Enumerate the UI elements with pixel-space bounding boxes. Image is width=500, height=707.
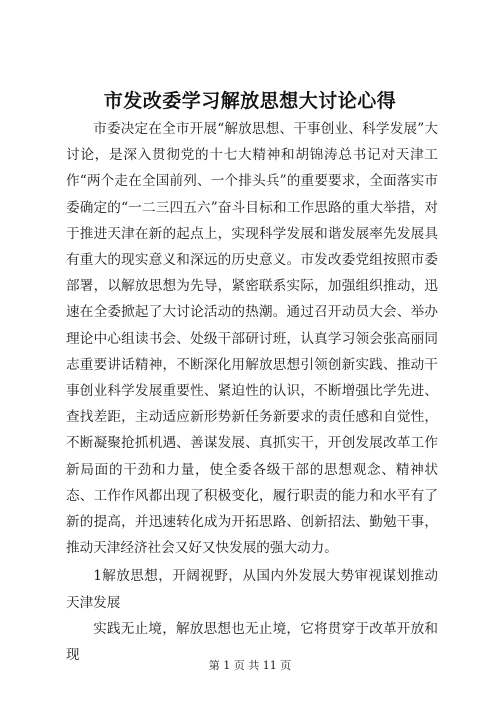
document-body [66, 116, 438, 668]
page-footer: 第 1 页 共 11 页 [208, 659, 292, 672]
paragraph-intro: 市委决定在全市开展“解放思想、干事创业、科学发展”大讨论，是深入贯彻党的十七大精神和胡锦涛总书记对天津工作“两个走在全国前列、一个排头兵”的重要要求，全面落实市委确定的“一二三四五六”奋斗目标和工作思路的重大举措，对于推进天津在新的起点上，实现科学发展和谐发展率先发展具有重大的现实意义和深远的历史意义。市发改委党组按照市委部署，以解放思想为先导，紧密联系实际，加强组织推动，迅速在全委掀起了大讨论活动的热潮。通过召开动员大会、举办理论中心组读书会、处级干部研讨班，认真学习领会张高丽同志重要讲话精神，不断深化用解放思想引领创新实践、推动干事创业科学发展重要性、紧迫性的认识，不断增强比学先进、查找差距，主动适应新形势新任务新要求的责任感和自觉性，不断凝聚抢抓机遇、善谋发展、真抓实干，开创发展改革工作新局面的干劲和力量，使全委各级干部的思想观念、精神状态、工作作风都出现了积极变化，履行职责的能力和水平有了新的提高，并迅速转化成为开拓思路、创新招法、勤勉干事，推动天津经济社会又好又快发展的强大动力。 [66, 121, 438, 557]
paragraph-continued: 实践无止境，解放思想也无止境，它将贯穿于改革开放和现 [66, 620, 438, 664]
document-title: 市发改委学习解放思想大讨论心得 [103, 90, 397, 112]
section-heading: 1解放思想，开阔视野，从国内外发展大势审视谋划推动天津发展 [66, 568, 438, 611]
